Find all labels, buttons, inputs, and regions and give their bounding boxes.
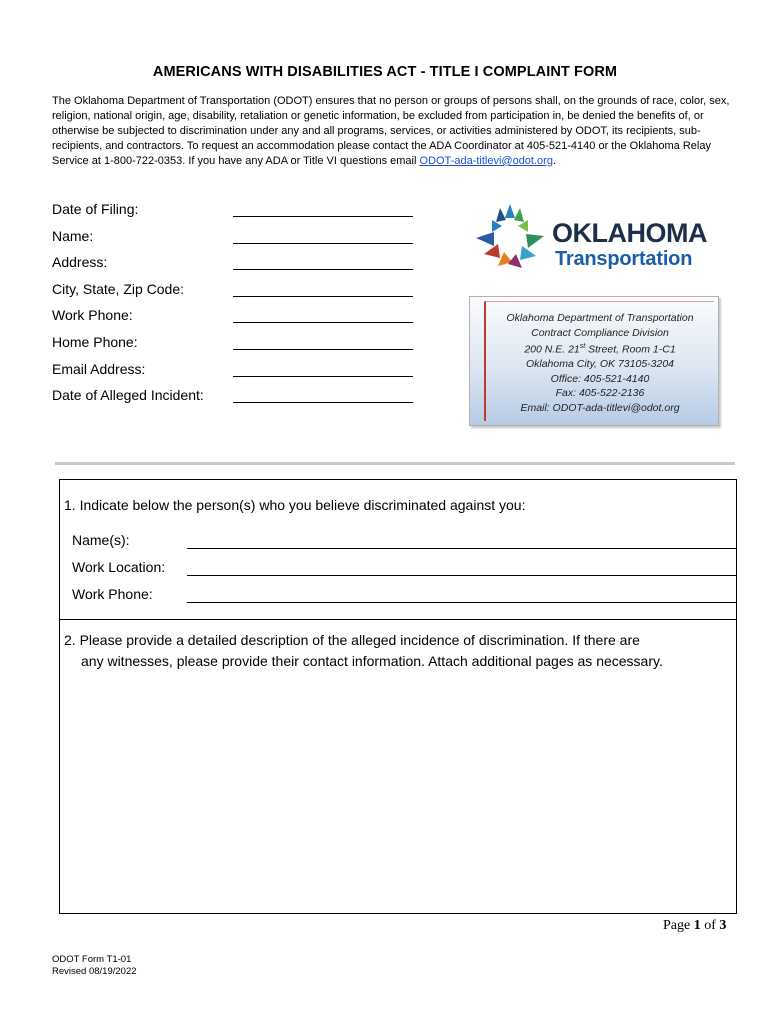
work-phone-row bbox=[52, 306, 422, 333]
address-division: Contract Compliance Division bbox=[531, 326, 669, 339]
city-state-zip-line[interactable] bbox=[233, 296, 413, 297]
home-phone-line[interactable] bbox=[233, 349, 413, 350]
address-city: Oklahoma City, OK 73105-3204 bbox=[525, 358, 675, 370]
accused-work-phone-row bbox=[72, 586, 732, 608]
field-label: Email Address: bbox=[52, 360, 146, 377]
accused-work-location-line[interactable] bbox=[187, 575, 737, 576]
address-office-phone: Office: 405-521-4140 bbox=[550, 372, 650, 385]
date-of-filing-row bbox=[52, 200, 422, 227]
address-street: 200 N.E. 21st Street, Room 1-C1 bbox=[524, 343, 676, 356]
field-label: Home Phone: bbox=[52, 333, 138, 350]
question-1: 1. Indicate below the person(s) who you believe discriminated against you: bbox=[64, 497, 526, 513]
box-divider bbox=[60, 619, 736, 620]
logo-transportation-text: Transportation bbox=[555, 248, 693, 270]
form-footer bbox=[52, 954, 137, 978]
star-mark-icon bbox=[470, 198, 550, 276]
accused-work-phone-line[interactable] bbox=[187, 602, 737, 603]
address-row bbox=[52, 253, 422, 280]
date-of-incident-row bbox=[52, 386, 422, 413]
field-label: Work Location: bbox=[72, 559, 166, 575]
accused-work-location-row bbox=[72, 559, 732, 581]
complaint-details-box bbox=[59, 479, 737, 914]
form-title: AMERICANS WITH DISABILITIES ACT - TITLE I COMPLAINT FORM bbox=[152, 64, 618, 80]
email-link[interactable]: ODOT-ada-titlevi@odot.org bbox=[419, 155, 553, 167]
form-id: ODOT Form T1-01 bbox=[52, 954, 132, 965]
field-label: Name(s): bbox=[72, 532, 130, 548]
field-label: Work Phone: bbox=[52, 307, 133, 324]
name-row bbox=[52, 227, 422, 254]
revision-date: Revised 08/19/2022 bbox=[52, 966, 137, 977]
intro-text: The Oklahoma Department of Transportation (ODOT) ensures that no person or groups of persons shall, on the grounds of race, color, sex, religion, national origin, age, disability, retaliation or genetic information, be excluded from participation in, be denied the benefits of, or otherwise be subjected to discrimination under any and all programs, services, or activities administered by ODOT, its recipients, sub-recipients, and contractors. To request an accommodation please contact the ADA Coordinator at 405-521-4140 or the Oklahoma Relay Service at 1-800-722-0353. If you have any ADA or Title VI questions email bbox=[52, 95, 730, 167]
address-line[interactable] bbox=[233, 269, 413, 270]
accused-names-line[interactable] bbox=[187, 548, 737, 549]
address-fax: Fax: 405-522-2136 bbox=[555, 387, 645, 399]
question-2: 2. Please provide a detailed description of the alleged incidence of discrimination. If there are any witnesses, please provide their contact information. Attach additional pages as necessary. bbox=[64, 632, 663, 669]
field-label: Name: bbox=[52, 227, 94, 244]
name-line[interactable] bbox=[233, 243, 413, 244]
complainant-fields bbox=[52, 200, 422, 413]
field-label: Date of Filing: bbox=[52, 201, 139, 217]
work-phone-line[interactable] bbox=[233, 322, 413, 323]
logo-oklahoma-text: OKLAHOMA bbox=[552, 218, 707, 248]
home-phone-row bbox=[52, 333, 422, 360]
date-of-incident-line[interactable] bbox=[233, 402, 413, 403]
email-address-line[interactable] bbox=[233, 376, 413, 377]
address-lines bbox=[486, 311, 714, 415]
oklahoma-transportation-logo bbox=[470, 198, 730, 276]
address-org: Oklahoma Department of Transportation bbox=[506, 312, 694, 324]
address-email: Email: ODOT-ada-titlevi@odot.org bbox=[520, 401, 680, 414]
section-separator bbox=[55, 462, 735, 465]
intro-paragraph: The Oklahoma Department of Transportation (ODOT) ensures that no person or groups of persons shall, on the grounds of race, color, sex, religion, national origin, age, disability, retaliation or genetic information, be excluded from participation in, be denied the benefits of, or otherwise be subjected to discrimination under any and all programs, services, or activities administered by ODOT, its recipients, sub-recipients, and contractors. To request an accommodation please contact the ADA Coordinator at 405-521-4140 or the Oklahoma Relay Service at 1-800-722-0353. If you have any ADA or Title VI questions email ODOT-ada-titlevi@odot.org. bbox=[52, 95, 730, 167]
field-label: City, State, Zip Code: bbox=[52, 280, 185, 297]
accused-names-row bbox=[72, 532, 732, 554]
contact-address-box bbox=[469, 296, 719, 426]
field-label: Work Phone: bbox=[72, 586, 153, 602]
field-label: Date of Alleged Incident: bbox=[52, 387, 204, 404]
email-address-row bbox=[52, 360, 422, 387]
city-state-zip-row bbox=[52, 280, 422, 307]
page-indicator: Page 1 of 3 bbox=[663, 918, 727, 933]
field-label: Address: bbox=[52, 254, 108, 271]
date-of-filing-line[interactable] bbox=[233, 216, 413, 217]
